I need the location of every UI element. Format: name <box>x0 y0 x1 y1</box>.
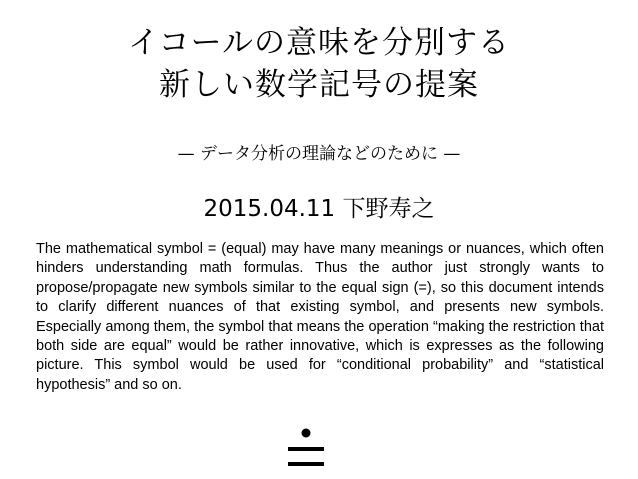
symbol-lower-bar <box>288 462 324 466</box>
title-line-2: 新しい数学記号の提案 <box>159 67 479 103</box>
symbol-upper-bar <box>288 447 324 451</box>
subtitle: — データ分析の理論などのために — <box>177 144 461 164</box>
slide-title <box>0 22 638 106</box>
symbol-dot <box>302 429 311 438</box>
date-author: 2015.04.11 下野寿之 <box>203 196 435 222</box>
body-paragraph: The mathematical symbol = (equal) may have many meanings or nuances, which often hinders understanding math formulas. Thus the author just strongly wants to propose/propagate new symbols similar to the equal sign (=), so this document intends to clarify different nuances of that existing symbol, and presents new symbols. Especially among them, the symbol that means the operation “making the restriction that both side are equal” would be rather innovative, which is expresses as the following picture. This symbol would be used for “conditional probability” and “statistical hypothesis” and so on. <box>36 241 604 393</box>
dot-over-equals-icon <box>284 425 328 473</box>
title-line-1: イコールの意味を分別する <box>127 25 511 61</box>
